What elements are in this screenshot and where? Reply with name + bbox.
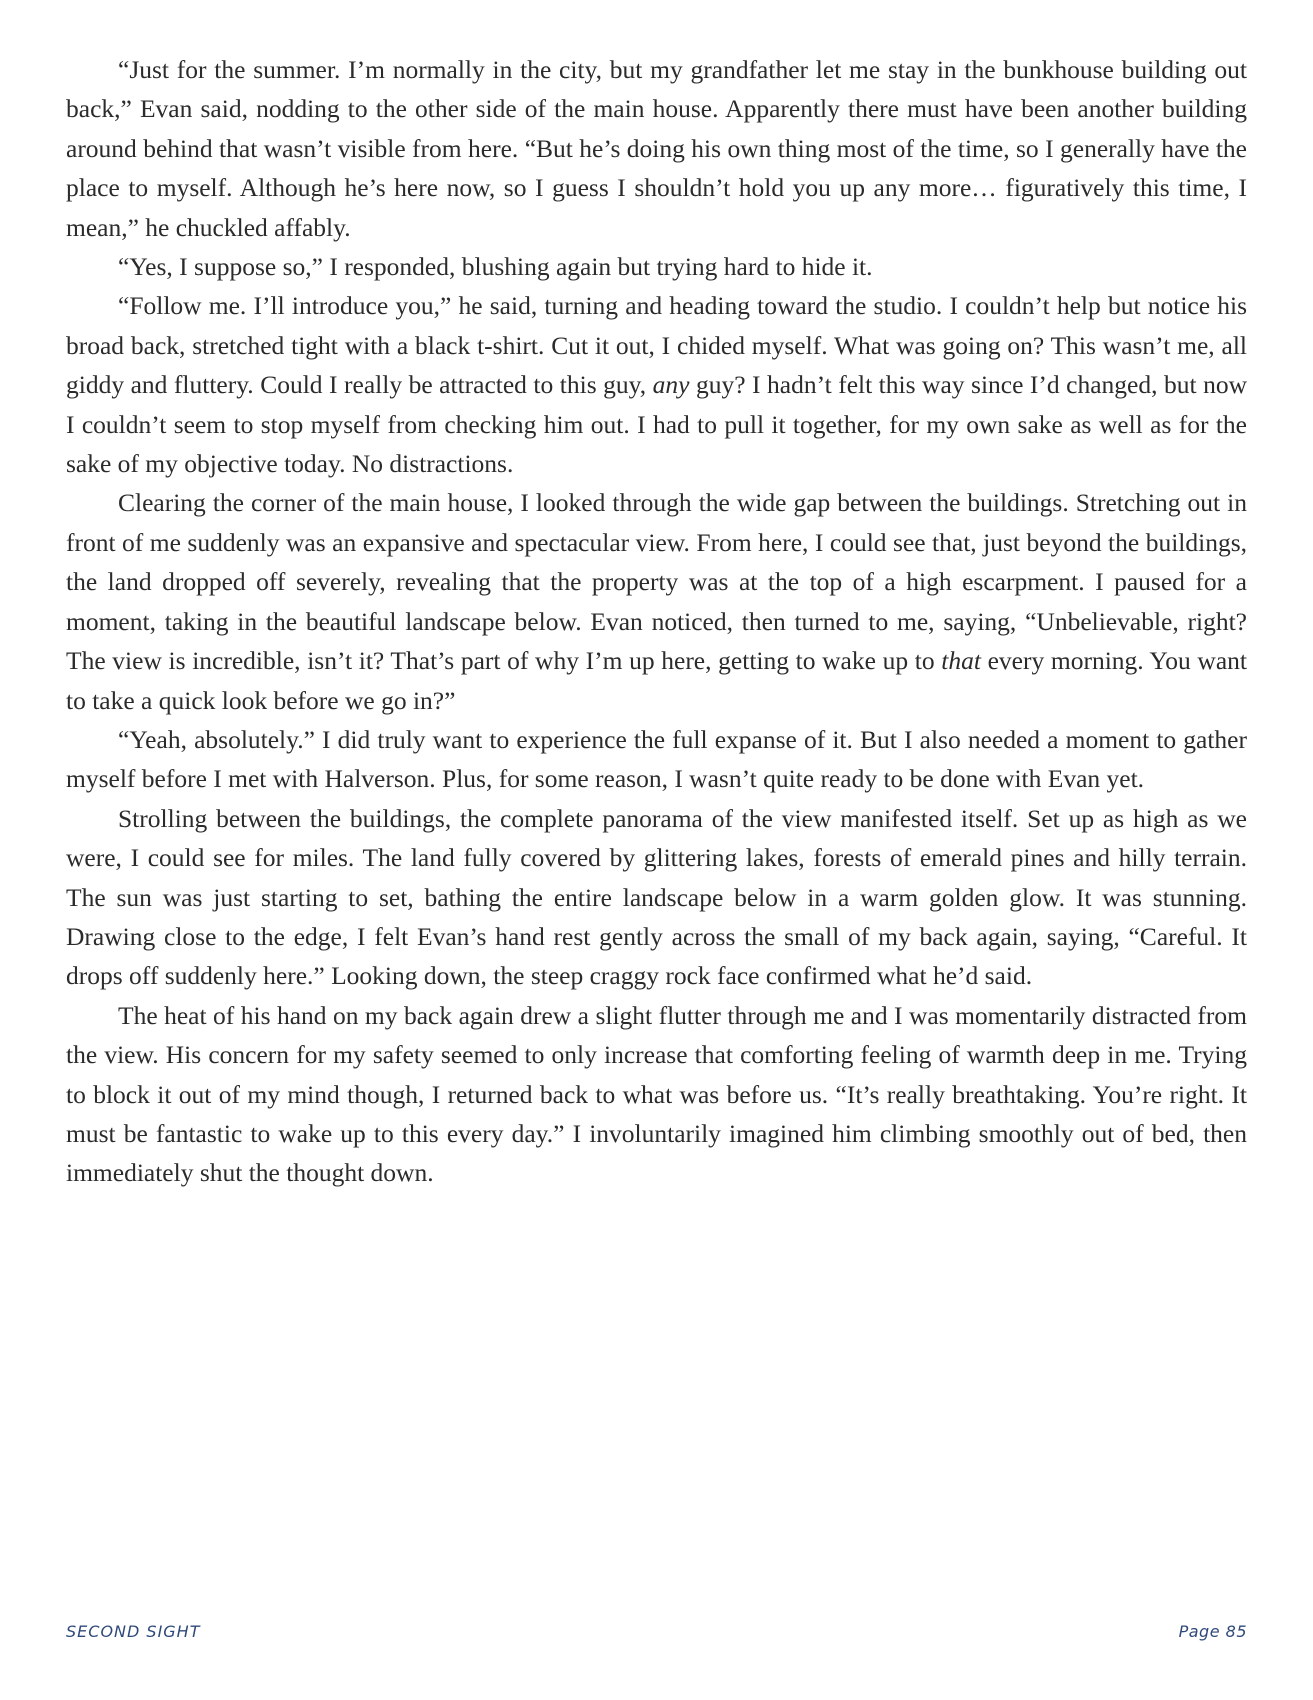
paragraph [66,720,1247,799]
paragraph-text: “Yeah, absolutely.” I did truly want to experience the full expanse of it. But I also needed a moment to gather myself before I met with Halverson. Plus, for some reason, I wasn’t quite ready to be done with Evan yet. [66,724,1247,794]
paragraph-text: “Yes, I suppose so,” I responded, blushing again but trying hard to hide it. [118,252,873,282]
paragraph-text: Strolling between the buildings, the complete panorama of the view manifested itself. Set up as high as we were, I could see for miles. The land fully covered by glittering lakes, forests of emerald pines and hilly terrain. The sun was just starting to set, bathing the entire landscape below in a warm golden glow. It was stunning. Drawing close to the edge, I felt Evan’s hand rest gently across the small of my back again, saying, “Careful. It drops off suddenly here.” Looking down, the steep craggy rock face confirmed what he’d said. [66,803,1247,991]
italic-emphasis: any [652,370,690,400]
footer-page-number: Page 85 [1178,1622,1247,1641]
paragraph-text: Clearing the corner of the main house, I looked through the wide gap between the buildings. Stretching out in front of me suddenly was an expansive and spectacular view. From here, I could see that, just beyond the buildings, the land dropped off severely, revealing that the property was at the top of a high escarpment. I paused for a moment, taking in the beautiful landscape below. Evan noticed, then turned to me, saying, “Unbelievable, right? The view is incredible, isn’t it? That’s part of why I’m up here, getting to wake up to [66,488,1247,676]
paragraph [66,286,1247,483]
italic-emphasis: that [941,646,981,676]
paragraph-text: “Just for the summer. I’m normally in the city, but my grandfather let me stay in the bunkhouse building out back,” Evan said, nodding to the other side of the main house. Apparently there must have been another building around behind that wasn’t visible from here. “But he’s doing his own thing most of the time, so I generally have the place to myself. Although he’s here now, so I guess I shouldn’t hold you up any more… figuratively this time, I mean,” he chuckled affably. [66,55,1247,242]
page-body [66,50,1247,1193]
paragraph-text: guy? I hadn’t felt this way since I’d changed, but now I couldn’t seem to stop myself from checking him out. I had to pull it together, for my own sake as well as for the sake of my objective today. No distractions. [66,370,1247,479]
paragraph [66,50,1247,247]
paragraph [66,483,1247,719]
paragraph-text: “Follow me. I’ll introduce you,” he said, turning and heading toward the studio. I couldn’t help but notice his broad back, stretched tight with a black t-shirt. Cut it out, I chided myself. What was going on? This wasn’t me, all giddy and fluttery. Could I really be attracted to this guy, [66,291,1247,400]
paragraph [66,247,1247,286]
paragraph-text: The heat of his hand on my back again drew a slight flutter through me and I was momentarily distracted from the view. His concern for my safety seemed to only increase that comforting feeling of warmth deep in me. Trying to block it out of my mind though, I returned back to what was before us. “It’s really breathtaking. You’re right. It must be fantastic to wake up to this every day.” I involuntarily imagined him climbing smoothly out of bed, then immediately shut the thought down. [66,1000,1247,1188]
paragraph-text: every morning. You want to take a quick look before we go in?” [66,646,1247,715]
footer-book-title: SECOND SIGHT [66,1622,201,1641]
paragraph [66,996,1247,1193]
paragraph [66,799,1247,996]
